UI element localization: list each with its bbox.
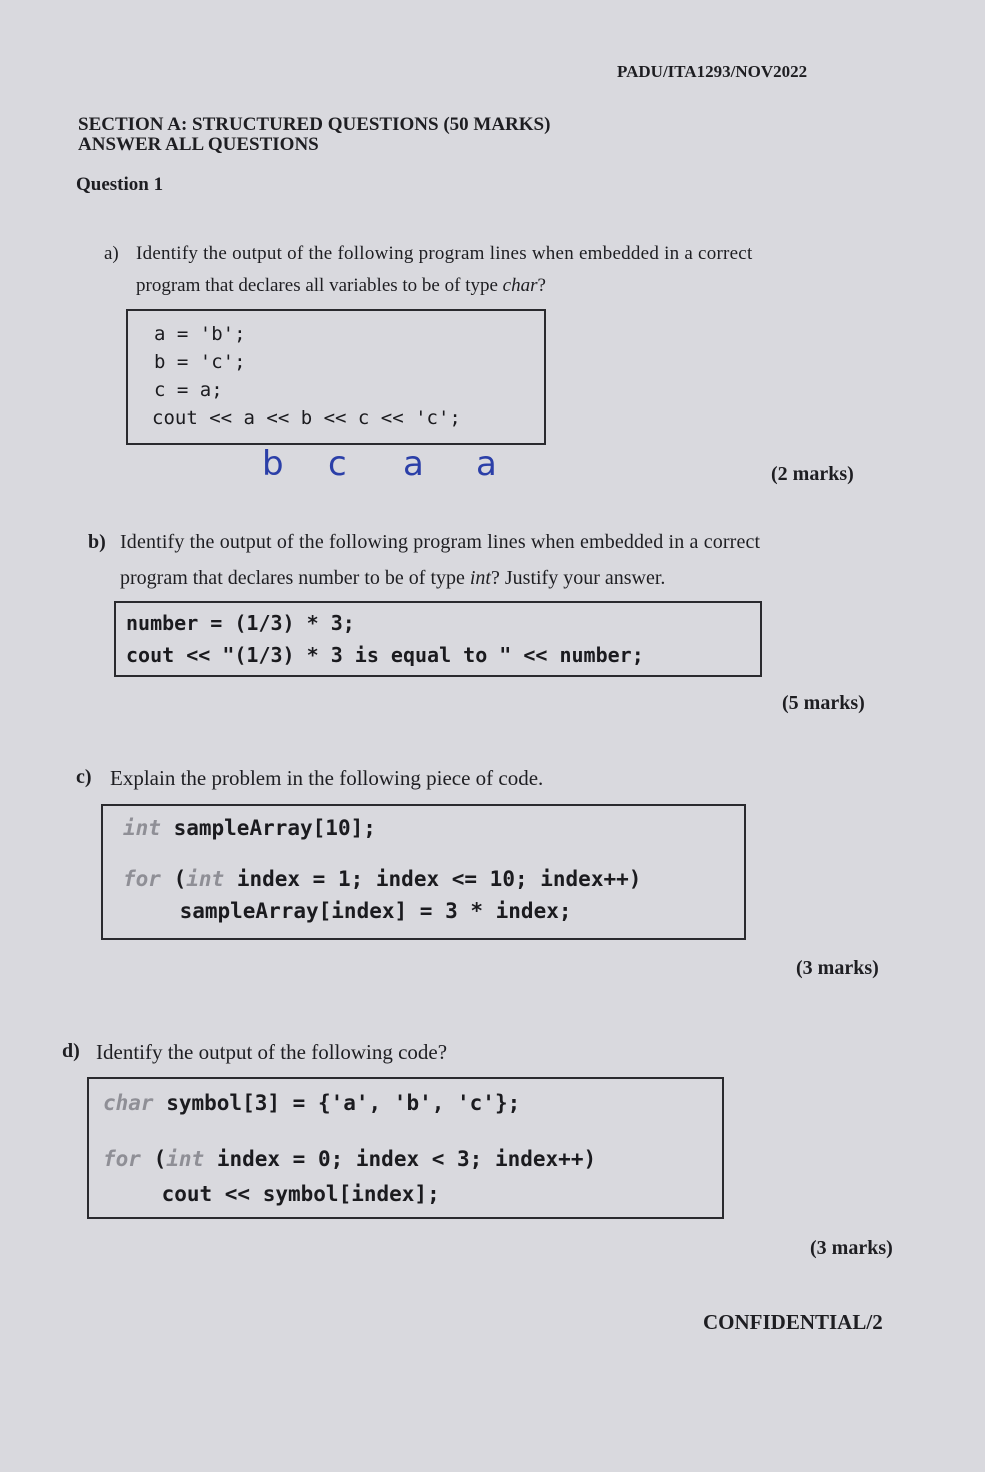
handwritten-answer-4: a <box>476 444 497 484</box>
footer-confidential: CONFIDENTIAL/2 <box>703 1310 883 1334</box>
part-b-line2-end: ? Justify your answer. <box>491 567 666 589</box>
keyword: int <box>123 816 161 840</box>
code-line: cout << "(1/3) * 3 is equal to " << number; <box>126 643 644 667</box>
handwritten-answer-2: c <box>328 444 347 484</box>
code-text: index = 1; index <= 10; index++) <box>224 867 642 891</box>
code-line: c = a; <box>154 379 223 401</box>
code-line <box>103 1147 596 1171</box>
part-c-marks: (3 marks) <box>796 957 879 979</box>
question-label: Question 1 <box>76 174 164 195</box>
part-b-line2-text: program that declares number to be of type <box>120 567 470 589</box>
part-b-marker: b) <box>88 531 106 553</box>
code-line: number = (1/3) * 3; <box>126 611 355 635</box>
code-line: cout << symbol[index]; <box>111 1182 440 1206</box>
part-d-code-box <box>87 1077 724 1219</box>
handwritten-answer-3: a <box>403 444 424 484</box>
part-a-line2-end: ? <box>537 275 546 296</box>
code-text: symbol[3] = {'a', 'b', 'c'}; <box>153 1091 521 1115</box>
code-text: ( <box>160 867 187 891</box>
code-line: a = 'b'; <box>154 323 246 345</box>
part-b-question-line2 <box>120 567 665 590</box>
part-a-line2-text: program that declares all variables to be of type <box>136 275 503 296</box>
part-a-question-line2 <box>136 275 546 297</box>
part-a-marks: (2 marks) <box>771 463 854 485</box>
part-b-question-line1: Identify the output of the following program lines when embedded in a correct <box>120 531 761 553</box>
code-line <box>123 867 641 891</box>
code-line: b = 'c'; <box>154 351 246 373</box>
part-d-question: Identify the output of the following code? <box>96 1040 448 1064</box>
code-line <box>123 816 376 840</box>
handwritten-answer-1: b <box>262 444 284 484</box>
part-a-code-box <box>126 309 546 445</box>
part-c-marker: c) <box>76 766 92 788</box>
keyword: for <box>103 1147 141 1171</box>
part-c-code-box <box>101 804 746 940</box>
part-b-code-box <box>114 601 762 677</box>
part-a-marker: a) <box>104 243 119 264</box>
document-code: PADU/ITA1293/NOV2022 <box>617 62 808 81</box>
keyword: for <box>123 867 161 891</box>
part-b-type-int: int <box>469 567 491 589</box>
part-a-type-char: char <box>502 275 538 296</box>
keyword: int <box>186 867 225 891</box>
part-a-question-line1: Identify the output of the following program lines when embedded in a correct <box>136 243 753 264</box>
code-text: index = 0; index < 3; index++) <box>204 1147 597 1171</box>
code-text: ( <box>140 1147 167 1171</box>
keyword: char <box>103 1091 154 1115</box>
code-line: cout << a << b << c << 'c'; <box>152 407 461 429</box>
section-title: SECTION A: STRUCTURED QUESTIONS (50 MARKS) <box>78 114 551 135</box>
part-b-marks: (5 marks) <box>782 692 865 714</box>
keyword: int <box>166 1147 205 1171</box>
part-d-marks: (3 marks) <box>810 1237 893 1259</box>
code-text: sampleArray[10]; <box>160 816 376 840</box>
code-line: sampleArray[index] = 3 * index; <box>129 899 572 923</box>
part-c-question: Explain the problem in the following piece of code. <box>110 766 544 790</box>
code-line <box>103 1091 520 1115</box>
section-instruction: ANSWER ALL QUESTIONS <box>78 134 319 155</box>
part-d-marker: d) <box>62 1040 80 1062</box>
